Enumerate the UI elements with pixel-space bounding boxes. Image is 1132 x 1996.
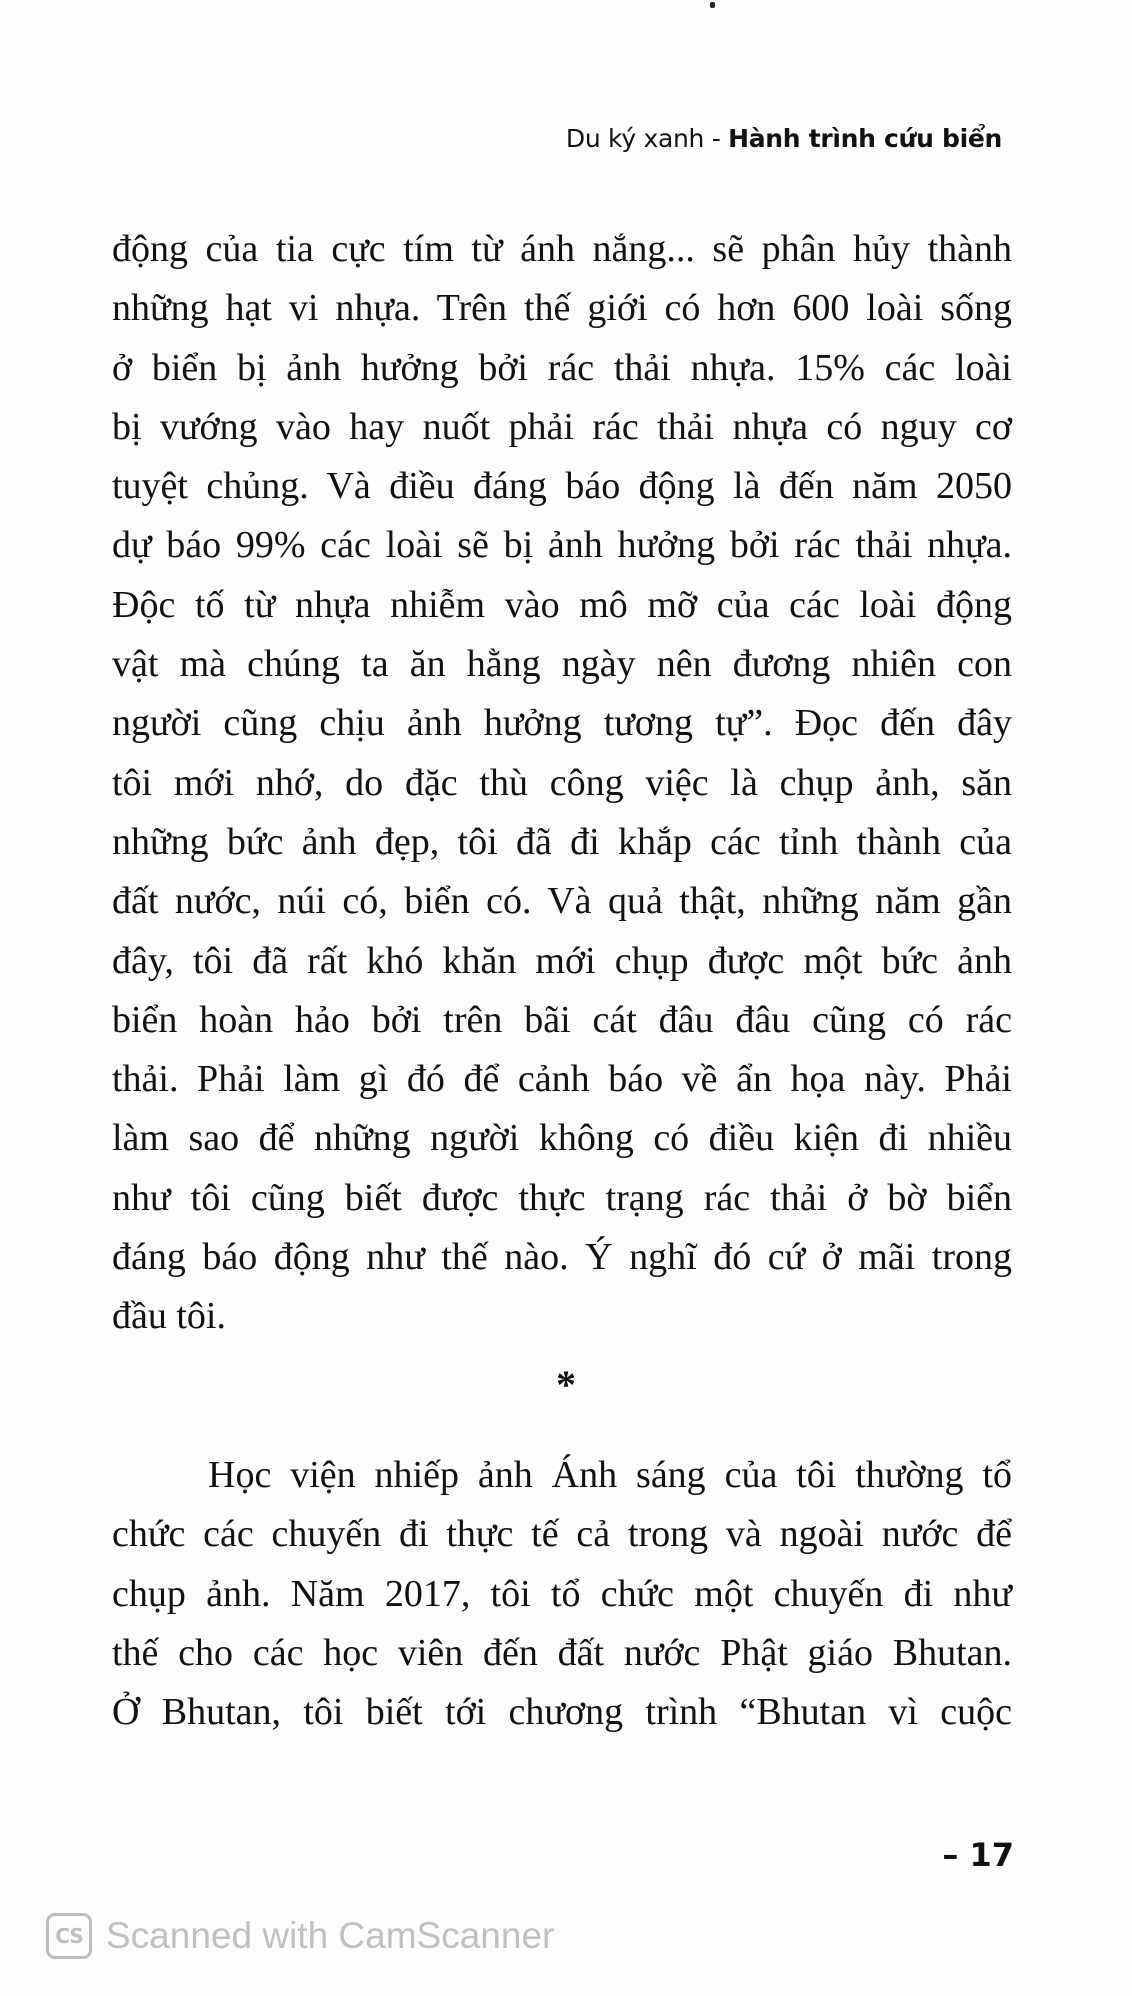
text-line: Độc tố từ nhựa nhiễm vào mô mỡ của các loài động	[112, 583, 1012, 626]
text-line: tôi mới nhớ, do đặc thù công việc là chụp ảnh, săn	[112, 761, 1012, 804]
watermark-text: Scanned with CamScanner	[106, 1915, 555, 1956]
text-line: Học viện nhiếp ảnh Ánh sáng của tôi thường tổ	[208, 1454, 1012, 1496]
text-line: đầu tôi.	[112, 1295, 226, 1338]
text-line: đáng báo động như thế nào. Ý nghĩ đó cứ ở mãi trong	[112, 1236, 1012, 1279]
series-name: Du ký xanh -	[565, 124, 729, 153]
text-line: biển hoàn hảo bởi trên bãi cát đâu đâu cũng có rác	[112, 998, 1012, 1041]
text-line: thải. Phải làm gì đó để cảnh báo về ẩn họa này. Phải	[112, 1058, 1012, 1101]
text-line: thế cho các học viên đến đất nước Phật giáo Bhutan.	[112, 1631, 1012, 1674]
text-line: động của tia cực tím từ ánh nắng... sẽ phân hủy thành	[112, 228, 1012, 270]
text-line: dự báo 99% các loài sẽ bị ảnh hưởng bởi rác thải nhựa.	[112, 524, 1012, 567]
camscanner-logo-icon: CS	[46, 1913, 92, 1959]
paragraph-2	[112, 1446, 1012, 1742]
text-line: làm sao để những người không có điều kiện đi nhiều	[112, 1117, 1012, 1160]
text-line: bị vướng vào hay nuốt phải rác thải nhựa có nguy cơ	[112, 405, 1012, 448]
text-line: chụp ảnh. Năm 2017, tôi tổ chức một chuyến đi như	[112, 1572, 1012, 1615]
text-line: người cũng chịu ảnh hưởng tương tự”. Đọc đến đây	[112, 702, 1012, 745]
paragraph-1	[112, 220, 1012, 1347]
scan-speck	[710, 2, 715, 8]
section-separator: *	[556, 1362, 576, 1407]
text-line: đây, tôi đã rất khó khăn mới chụp được một bức ảnh	[112, 939, 1012, 982]
book-title: Hành trình cứu biển	[728, 124, 1002, 153]
camscanner-watermark	[46, 1908, 554, 1964]
text-line: chức các chuyến đi thực tế cả trong và ngoài nước để	[112, 1513, 1012, 1556]
text-line: như tôi cũng biết được thực trạng rác thải ở bờ biển	[112, 1176, 1012, 1219]
text-line: đất nước, núi có, biển có. Và quả thật, những năm gần	[112, 880, 1012, 923]
text-line: những hạt vi nhựa. Trên thế giới có hơn 600 loài sống	[112, 287, 1012, 330]
text-line: những bức ảnh đẹp, tôi đã đi khắp các tỉnh thành của	[112, 820, 1012, 863]
text-line: tuyệt chủng. Và điều đáng báo động là đến năm 2050	[112, 465, 1012, 508]
page-number: – 17	[942, 1836, 1014, 1874]
running-header	[566, 124, 1002, 153]
text-line: ở biển bị ảnh hưởng bởi rác thải nhựa. 15% các loài	[112, 346, 1012, 389]
text-line: vật mà chúng ta ăn hằng ngày nên đương nhiên con	[112, 643, 1012, 686]
text-line: Ở Bhutan, tôi biết tới chương trình “Bhutan vì cuộc	[112, 1691, 1012, 1734]
